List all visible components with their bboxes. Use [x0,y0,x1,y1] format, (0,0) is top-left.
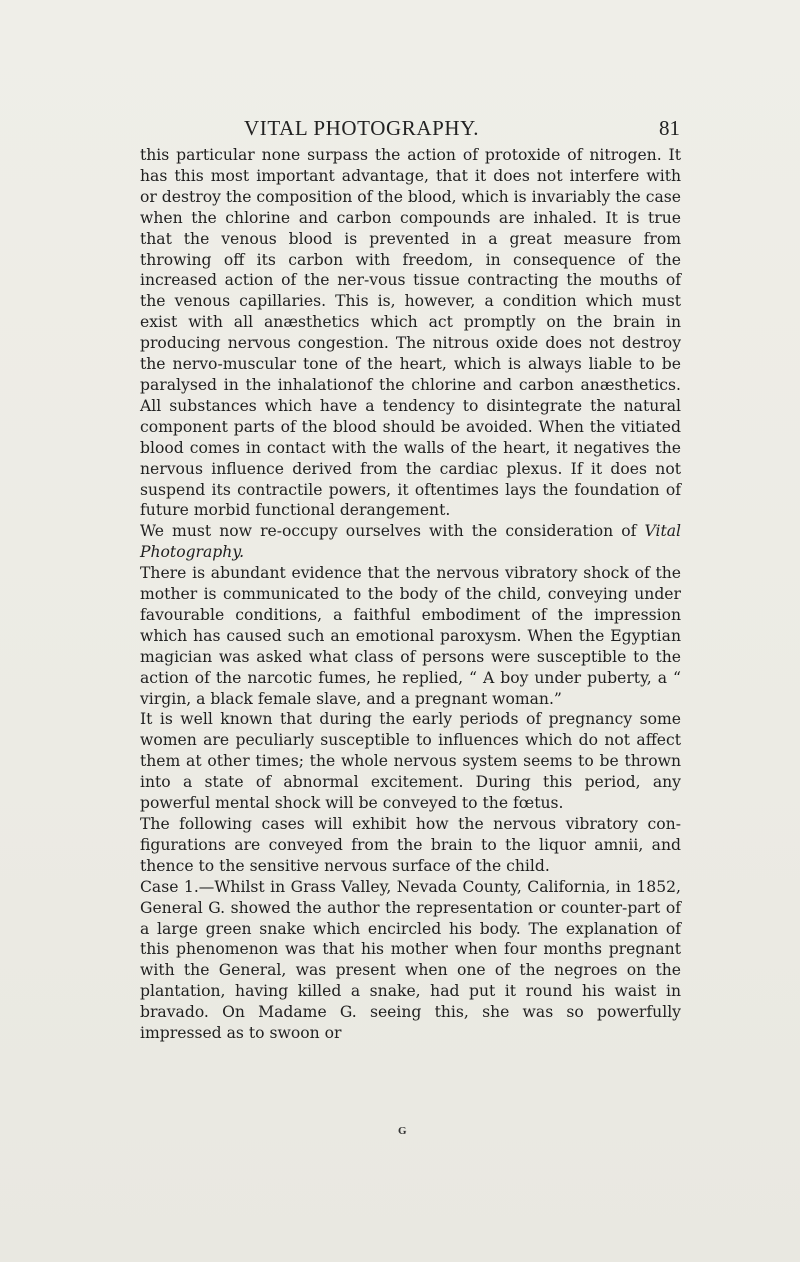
running-title: VITAL PHOTOGRAPHY. [244,116,480,140]
page-number: 81 [659,116,680,140]
paragraph-3: There is abundant evidence that the nervous vibratory shock of the mother is communicated to the body of the child, conveying under favourable conditions, a faithful embodiment of the impression which has caused such an emotional paroxysm. When the Egyptian magician was asked what class of persons were susceptible to the action of the narcotic fumes, he replied, “ A boy under puberty, a “ virgin, a black female slave, and a pregnant woman.” [140,564,681,708]
body-text [140,145,681,1044]
printer-signature: G [398,1125,407,1137]
paragraph-2-text: We must now re-occupy ourselves with the consideration of [140,522,645,541]
vital-photography-italic: Vital Photography. [140,522,681,562]
page-header [140,116,680,142]
paragraph-5: The following cases will exhibit how the nervous vibratory con-figurations are conveyed from the brain to the liquor amnii, and thence to the sensitive nervous surface of the child. [140,815,681,875]
paragraph-6: Case 1.—Whilst in Grass Valley, Nevada County, California, in 1852, General G. showed the author the representation or counter-part of a large green snake which encircled his body. The explanation of this phenomenon was that his mother when four months pregnant with the General, was present when one of the negroes on the plantation, having killed a snake, had put it round his waist in bravado. On Madame G. seeing this, she was so powerfully impressed as to swoon or [140,877,681,1043]
paragraph-2 [140,521,681,563]
paragraph-1: this particular none surpass the action of protoxide of nitrogen. It has this most important advantage, that it does not interfere with or destroy the composition of the blood, which is invariably the case when the chlorine and carbon compounds are inhaled. It is true that the venous blood is prevented in a great measure from throwing off its carbon with freedom, in consequence of the increased action of the ner-vous tissue contracting the mouths of the venous capillaries. This is, however, a condition which must exist with all anæsthetics which act promptly on the brain in producing nervous congestion. The nitrous oxide does not destroy the nervo-muscular tone of the heart, which is always liable to be paralysed in the inhalationof the chlorine and carbon anæsthetics. All substances which have a tendency to disintegrate the natural component parts of the blood should be avoided. When the vitiated blood comes in contact with the walls of the heart, it negatives the nervous influence derived from the cardiac plexus. If it does not suspend its contractile powers, it oftentimes lays the foundation of future morbid functional derangement. [140,146,681,520]
paragraph-4: It is well known that during the early periods of pregnancy some women are peculiarly susceptible to influences which do not affect them at other times; the whole nervous system seems to be thrown into a state of abnormal excitement. During this period, any powerful mental shock will be conveyed to the fœtus. [140,710,681,813]
